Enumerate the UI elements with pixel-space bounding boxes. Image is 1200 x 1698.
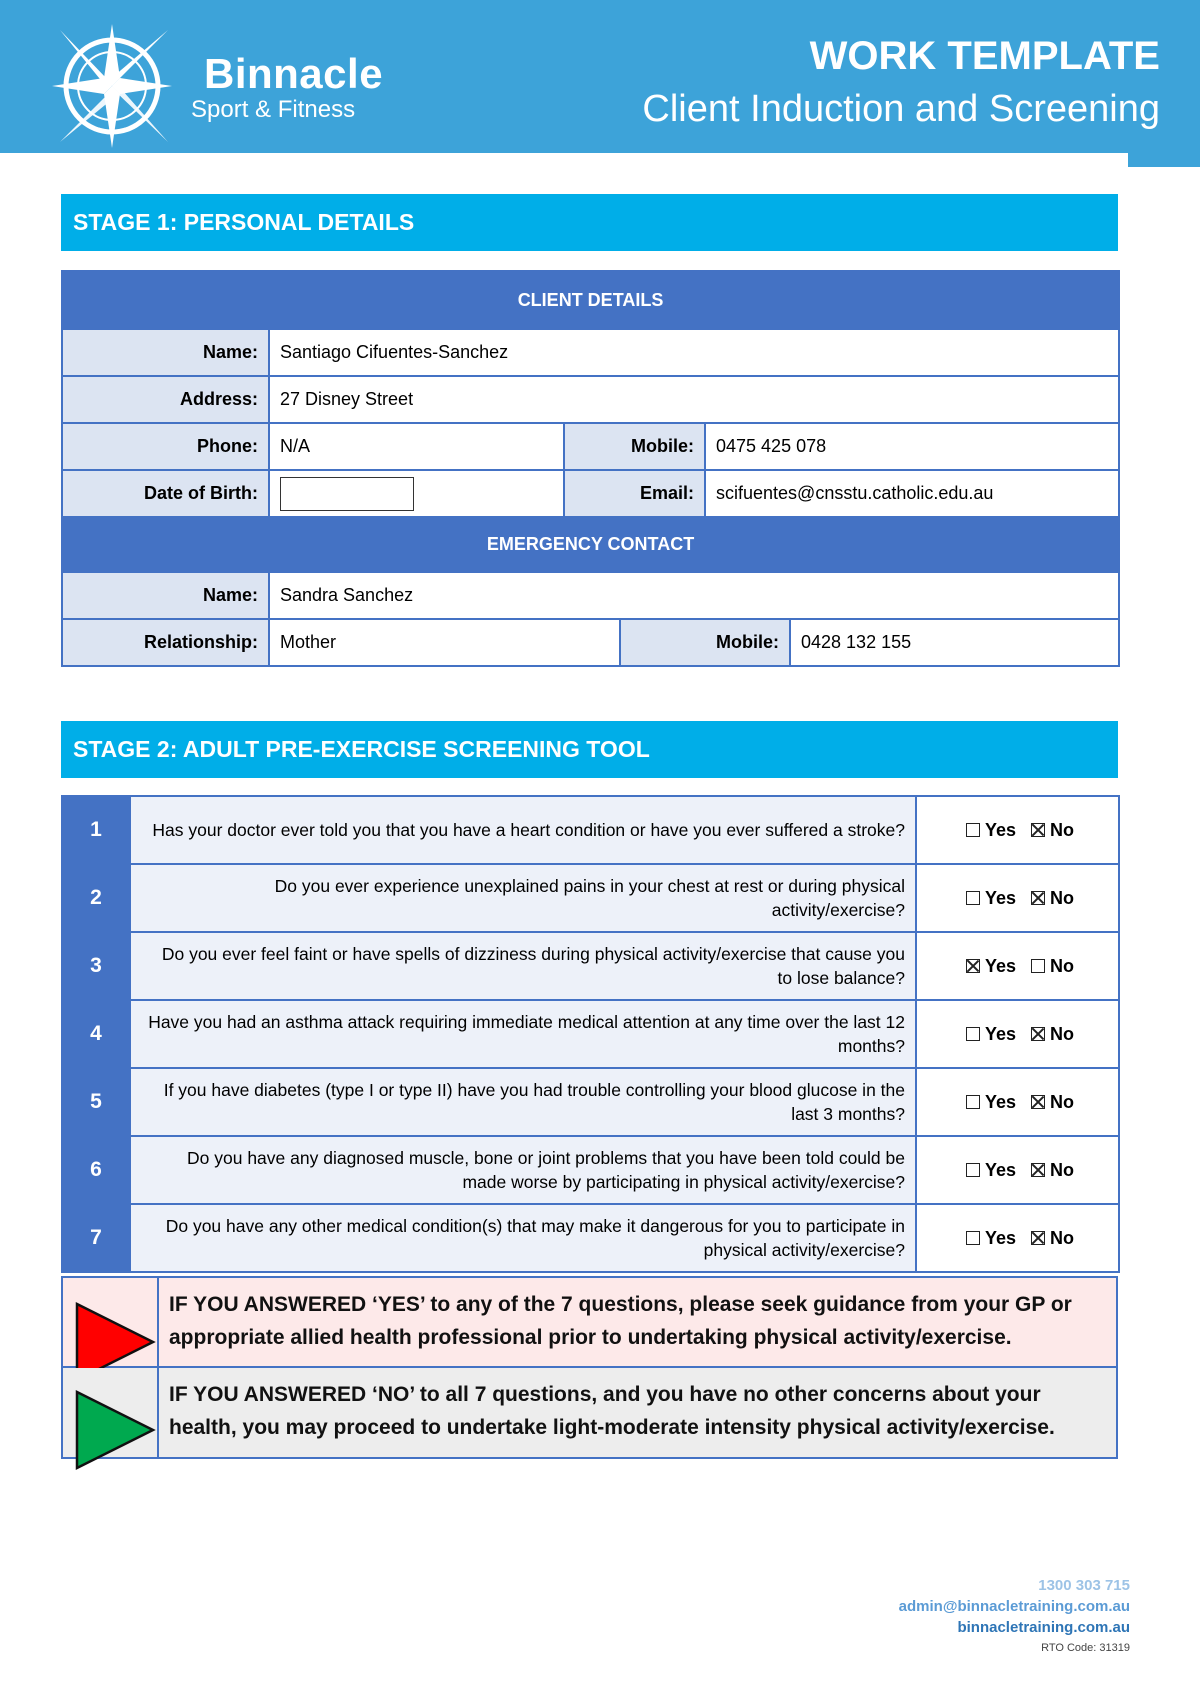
client-details-heading: CLIENT DETAILS [62,271,1119,329]
phone-label: Phone: [62,423,269,470]
no-guidance-row [61,1368,1118,1459]
ec-mobile-label: Mobile: [620,619,790,666]
yes-checkbox[interactable] [966,959,980,973]
compass-star-logo-icon [50,20,180,150]
ec-mobile-field[interactable]: 0428 132 155 [790,619,1119,666]
yes-checkbox[interactable] [966,891,980,905]
yes-checkbox[interactable] [966,1231,980,1245]
question-row [62,1000,1119,1068]
footer-website-link[interactable]: binnacletraining.com.au [957,1619,1130,1636]
ec-name-label: Name: [62,572,269,619]
no-checkbox[interactable] [1031,823,1045,837]
yes-label: Yes [984,955,1017,976]
question-text: Do you ever feel faint or have spells of dizziness during physical activity/exercise that cause you to lose balance? [130,932,916,1000]
email-label: Email: [564,470,705,517]
footer-rto-code: RTO Code: 31319 [1041,1642,1130,1654]
footer-phone: 1300 303 715 [1038,1577,1130,1594]
question-row [62,1068,1119,1136]
document-subtitle: Client Induction and Screening [642,88,1160,130]
question-text: Has your doctor ever told you that you have a heart condition or have you ever suffered a stroke? [130,796,916,864]
stage-2-heading: STAGE 2: ADULT PRE-EXERCISE SCREENING TOOL [61,721,1118,778]
green-flag-cell [63,1368,159,1457]
yes-label: Yes [984,819,1017,840]
client-details-table [61,270,1120,667]
question-text: Do you have any diagnosed muscle, bone or joint problems that you have been told could be made worse by participating in physical activity/exercise? [130,1136,916,1204]
no-label: No [1050,1159,1075,1180]
address-field[interactable]: 27 Disney Street [269,376,1119,423]
yes-label: Yes [984,1159,1017,1180]
page-footer [899,1575,1130,1659]
question-answer [916,1204,1119,1272]
no-checkbox[interactable] [1031,891,1045,905]
yes-label: Yes [984,1023,1017,1044]
email-field[interactable]: scifuentes@cnsstu.catholic.edu.au [705,470,1119,517]
question-number: 3 [62,932,130,1000]
question-text: If you have diabetes (type I or type II) have you had trouble controlling your blood glucose in the last 3 months? [130,1068,916,1136]
no-label: No [1050,1091,1075,1112]
emergency-contact-heading: EMERGENCY CONTACT [62,517,1119,572]
yes-guidance-row [61,1276,1118,1368]
no-checkbox[interactable] [1031,959,1045,973]
dob-field[interactable] [280,477,414,511]
question-number: 2 [62,864,130,932]
no-checkbox[interactable] [1031,1163,1045,1177]
question-row [62,796,1119,864]
question-row [62,932,1119,1000]
question-number: 1 [62,796,130,864]
question-text: Have you had an asthma attack requiring immediate medical attention at any time over the last 12 months? [130,1000,916,1068]
dob-cell [269,470,564,517]
red-flag-cell [63,1278,159,1366]
question-row [62,1204,1119,1272]
question-number: 7 [62,1204,130,1272]
header-tab-decoration [1128,153,1200,167]
phone-field[interactable]: N/A [269,423,564,470]
name-field[interactable]: Santiago Cifuentes-Sanchez [269,329,1119,376]
name-label: Name: [62,329,269,376]
ec-relationship-label: Relationship: [62,619,269,666]
brand-name: Binnacle [204,50,384,97]
address-label: Address: [62,376,269,423]
question-row [62,1136,1119,1204]
screening-questions-table [61,795,1120,1273]
mobile-field[interactable]: 0475 425 078 [705,423,1119,470]
question-text: Do you have any other medical condition(s) that may make it dangerous for you to participate in physical activity/exercise? [130,1204,916,1272]
no-label: No [1050,1023,1075,1044]
question-number: 6 [62,1136,130,1204]
question-answer [916,932,1119,1000]
no-checkbox[interactable] [1031,1231,1045,1245]
ec-relationship-field[interactable]: Mother [269,619,620,666]
yes-label: Yes [984,1091,1017,1112]
no-label: No [1050,819,1075,840]
stage-1-heading: STAGE 1: PERSONAL DETAILS [61,194,1118,251]
yes-checkbox[interactable] [966,1027,980,1041]
yes-label: Yes [984,1227,1017,1248]
question-answer [916,864,1119,932]
page-header [0,0,1200,153]
question-answer [916,1068,1119,1136]
no-checkbox[interactable] [1031,1095,1045,1109]
no-label: No [1050,1227,1075,1248]
green-arrow-icon [73,1388,157,1472]
no-label: No [1050,955,1075,976]
document-title: WORK TEMPLATE [809,34,1160,78]
question-number: 4 [62,1000,130,1068]
no-checkbox[interactable] [1031,1027,1045,1041]
question-answer [916,796,1119,864]
question-answer [916,1136,1119,1204]
yes-label: Yes [984,887,1017,908]
dob-label: Date of Birth: [62,470,269,517]
brand-subtitle: Sport & Fitness [191,96,356,123]
yes-checkbox[interactable] [966,1163,980,1177]
yes-guidance-text: IF YOU ANSWERED ‘YES’ to any of the 7 questions, please seek guidance from your GP or appropriate allied health professional prior to undertaking physical activity/exercise. [169,1293,1072,1349]
yes-checkbox[interactable] [966,823,980,837]
no-label: No [1050,887,1075,908]
mobile-label: Mobile: [564,423,705,470]
footer-email-link[interactable]: admin@binnacletraining.com.au [898,1598,1130,1615]
question-row [62,864,1119,932]
question-answer [916,1000,1119,1068]
question-number: 5 [62,1068,130,1136]
yes-checkbox[interactable] [966,1095,980,1109]
ec-name-field[interactable]: Sandra Sanchez [269,572,1119,619]
no-guidance-text: IF YOU ANSWERED ‘NO’ to all 7 questions, and you have no other concerns about your health, you may proceed to undertake light-moderate intensity physical activity/exercise. [169,1383,1055,1439]
question-text: Do you ever experience unexplained pains in your chest at rest or during physical activity/exercise? [130,864,916,932]
